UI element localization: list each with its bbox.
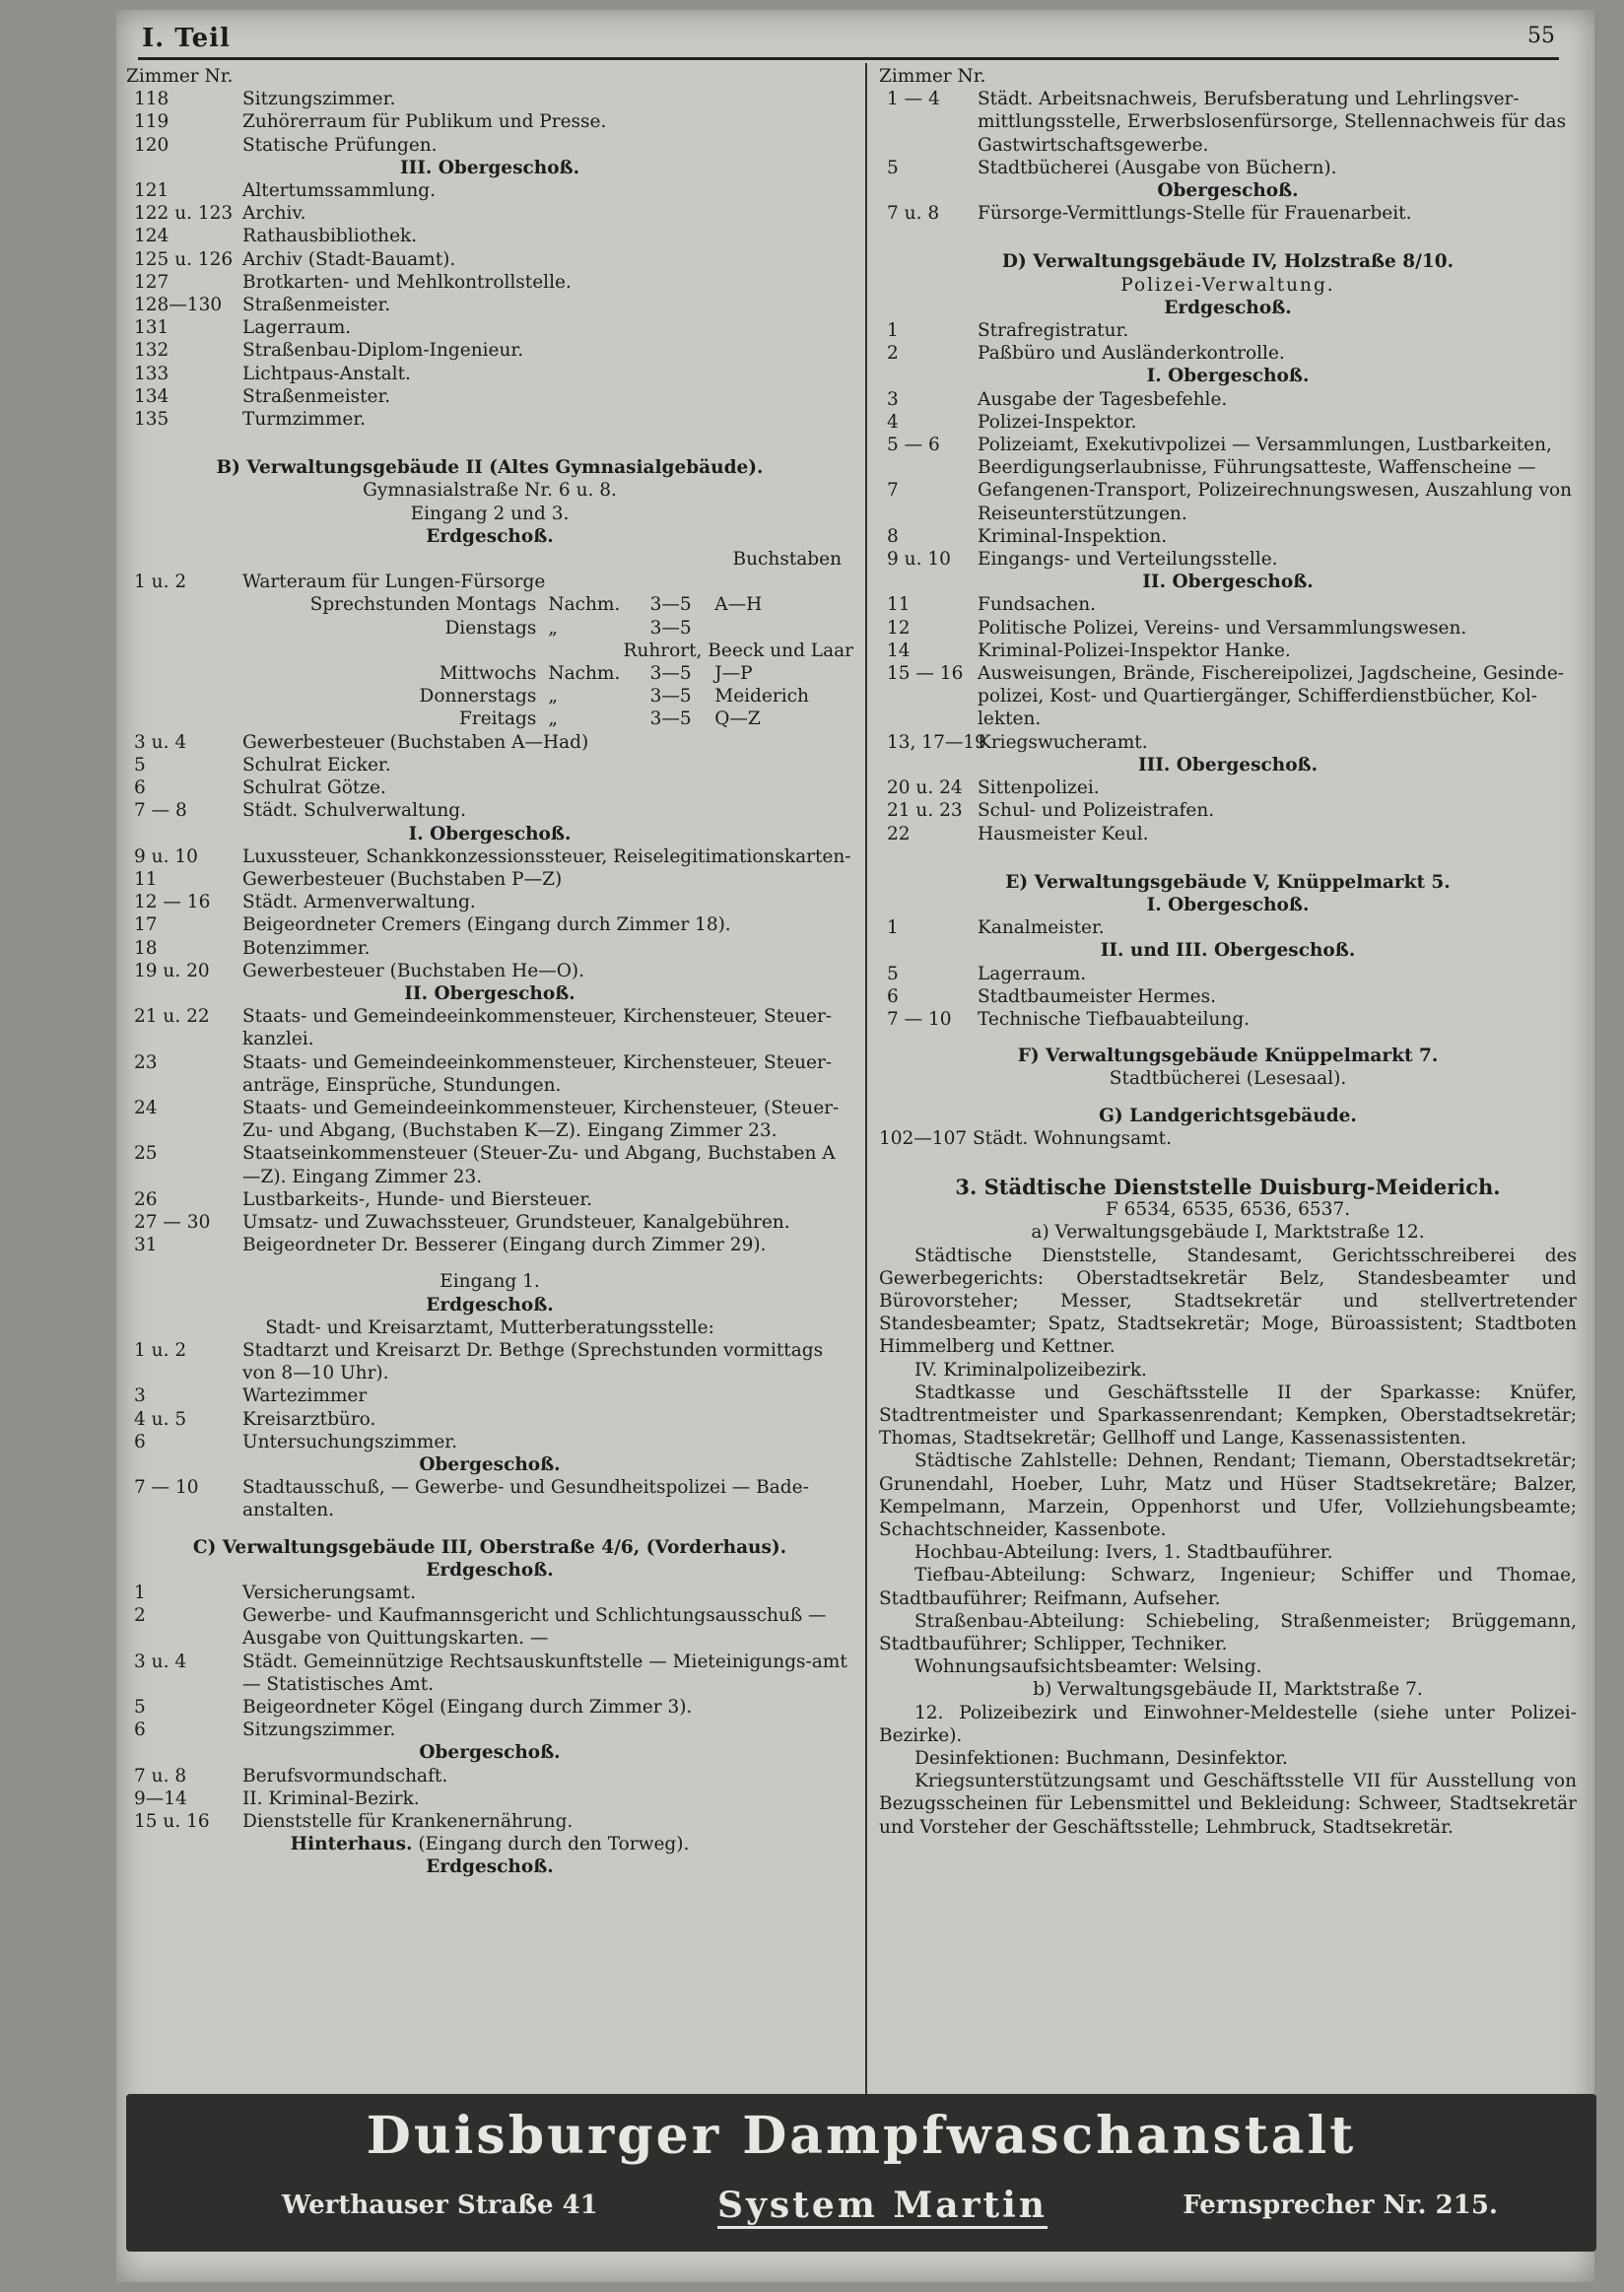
room-number: 31 [134,1235,158,1256]
zimmer-heading: Zimmer Nr. [879,66,986,87]
list-item [126,891,853,913]
list-item [879,342,1577,365]
list-item [126,134,853,157]
room-description: Lagerraum. [978,963,1087,984]
room-number: 12 [887,617,911,639]
floor-heading: III. Obergeschoß. [399,157,580,178]
room-number: 135 [134,409,169,431]
paragraph: Straßenbau-Abteilung: Schiebeling, Straßenmeister; Brüggemann, Stadtbauführer; Schlipper, Techniker. [879,1610,1577,1654]
room-number: 15 — 16 [887,663,964,685]
list-item [879,823,1577,845]
paragraph: Kriegsunterstützungsamt und Geschäftsstelle VII für Ausstellung von Bezugsscheinen für Lebensmittel und Bekleidung: Schweer, Stadtsekretär und Vorsteher der Geschäftsstelle; Lehmbruck, Stadtsekretär. [879,1771,1577,1838]
schedule-cell: 3—5 [649,708,692,730]
room-description: Umsatz- und Zuwachssteuer, Grundsteuer, Kanalgebühren. [242,1211,790,1233]
room-description: Kriminal-Polizei-Inspektor Hanke. [978,640,1291,661]
room-description: Altertumssammlung. [242,180,436,202]
list-item [126,225,853,247]
paragraph: IV. Kriminalpolizeibezirk. [914,1359,1147,1381]
room-number: 119 [134,111,169,133]
room-description: Polizeiamt, Exekutivpolizei — Versammlungen, Lustbarkeiten, Beerdigungserlaubnisse, Führungsatteste, Waffenscheine — [978,435,1552,479]
room-number: 133 [134,363,169,384]
list-item [879,662,1577,731]
room-number: 7 — 10 [887,1008,952,1030]
room-description: Turmzimmer. [242,409,367,431]
list-item [879,434,1577,479]
schedule-row [126,617,853,640]
room-number: 14 [887,640,911,661]
room-description: Beigeordneter Cremers (Eingang durch Zimmer 18). [242,914,731,936]
schedule-row [126,662,853,685]
list-item [879,88,1577,157]
list-item [879,479,1577,524]
room-number: 26 [134,1188,158,1210]
room-number: 20 u. 24 [887,777,963,799]
advertisement-banner [126,2094,1596,2252]
room-description: Paßbüro und Ausländerkontrolle. [978,343,1285,365]
room-description: Schulrat Eicker. [242,754,391,775]
room-description: Untersuchungszimmer. [242,1431,457,1452]
list-item [879,411,1577,434]
room-description: Städt. Armenverwaltung. [242,892,476,913]
schedule-row [126,708,853,730]
room-description: Straßenmeister. [242,385,391,407]
floor-heading: I. Obergeschoß. [1146,894,1310,915]
paragraph: Stadtkasse und Geschäftsstelle II der Sparkasse: Knüfer, Stadtrentmeister und Sparkassenrendant; Kempken, Oberstadtsekretär; Thomas, Stadtsekretär; Gellhoff und Lange, Kassenassistenten. [879,1382,1577,1449]
room-number: 120 [134,134,169,156]
schedule-cell: Freitags [459,708,537,730]
list-item [126,776,853,799]
room-number: 23 [134,1051,158,1073]
schedule-cell: 3—5 [649,617,692,639]
room-description: Kriegswucheramt. [978,731,1148,753]
room-description: Fürsorge-Vermittlungs-Stelle für Frauenarbeit. [978,203,1412,225]
list-item [126,1787,853,1810]
schedule-cell: 3—5 [649,686,692,708]
list-item [126,1651,853,1696]
paragraph-group [879,1702,1577,1839]
list-item [126,363,853,385]
room-number: 134 [134,385,169,407]
room-number: 1 [887,320,899,342]
list-item [126,1476,853,1521]
room-description: Städt. Arbeitsnachweis, Berufsberatung und Lehrlingsver-mittlungsstelle, Erwerbslosenfürsorge, Stellennachweis für das Gastwirtschaftsgewerbe. [978,89,1567,156]
list-item [126,1810,853,1833]
floor-heading: I. Obergeschoß. [1146,366,1310,387]
list-item [126,1719,853,1741]
floor-heading: Obergeschoß. [1157,180,1299,202]
list-item [126,385,853,408]
room-description: Technische Tiefbauabteilung. [978,1008,1251,1030]
list-item [126,1431,853,1453]
room-description: Beigeordneter Kögel (Eingang durch Zimmer 3). [242,1697,693,1719]
page-header [138,22,1559,60]
room-description: Staatseinkommensteuer (Steuer-Zu- und Abgang, Buchstaben A—Z). Eingang Zimmer 23. [242,1143,836,1187]
building-title: F) Verwaltungsgebäude Knüppelmarkt 7. [1017,1045,1439,1067]
room-description: Gefangenen-Transport, Polizeirechnungswesen, Auszahlung von Reiseunterstützungen. [978,480,1573,524]
room-description: Staats- und Gemeindeeinkommensteuer, Kirchensteuer, Steuer-kanzlei. [242,1006,833,1050]
room-description: Versicherungsamt. [242,1583,416,1603]
list-item [126,88,853,110]
room-number: 5 [134,1697,146,1719]
list-item [126,202,853,225]
room-description: Archiv (Stadt-Bauamt). [242,248,456,270]
room-number: 15 u. 16 [134,1811,210,1833]
list-item [126,1384,853,1407]
list-item [879,731,1577,754]
paragraph: 12. Polizeibezirk und Einwohner-Meldestelle (siehe unter Polizei-Bezirke). [879,1702,1577,1746]
entrance-heading: Eingang 1. [440,1271,540,1293]
list-item [126,1339,853,1384]
room-description: Zuhörerraum für Publikum und Presse. [242,111,607,133]
list-item [126,316,853,339]
list-item [126,1211,853,1234]
schedule-row [126,685,853,708]
list-item [126,1142,853,1187]
room-number: 125 u. 126 [134,248,234,270]
paragraph-group [879,1245,1577,1679]
room-number: 5 [134,754,146,775]
room-description: Statische Prüfungen. [242,134,438,156]
hinterhaus-line [126,1833,853,1855]
room-description: Strafregistratur. [978,320,1129,342]
floor-heading: Obergeschoß. [419,1742,561,1764]
schedule-cell: 3—5 [649,663,692,685]
room-description: Straßenmeister. [242,295,391,316]
room-number: 21 u. 23 [887,800,963,822]
list-item [126,754,853,776]
list-item [126,1234,853,1256]
list-item [126,845,853,868]
room-description: Kriminal-Inspektion. [978,525,1168,547]
room-number: 9 u. 10 [134,845,198,867]
list-item [126,1188,853,1211]
room-number: 13, 17—19 [887,731,986,753]
room-number: 124 [134,226,169,247]
list-item [126,731,853,754]
room-description: Kreisarztbüro. [242,1408,376,1430]
room-number: 24 [134,1097,158,1118]
building-title: E) Verwaltungsgebäude V, Knüppelmarkt 5. [1005,871,1451,893]
room-description: Gewerbe- und Kaufmannsgericht und Schlichtungsausschuß — Ausgabe von Quittungskarten. — [242,1605,827,1650]
list-item [879,799,1577,822]
office-heading: Stadt- und Kreisarztamt, Mutterberatungsstelle: [265,1316,714,1338]
room-description: Straßenbau-Diplom-Ingenieur. [242,340,524,362]
room-number: 3 u. 4 [134,731,187,753]
room-number: 132 [134,340,169,362]
room-description: Lichtpaus-Anstalt. [242,363,411,384]
floor-heading: Erdgeschoß. [426,1294,554,1315]
list-item [879,388,1577,411]
room-number: 12 — 16 [134,892,211,913]
list-item [879,202,1577,225]
list-item [126,1097,853,1142]
list-item [126,1696,853,1719]
column-divider [865,63,867,2103]
room-number: 5 [887,963,899,984]
room-description: Staats- und Gemeindeeinkommensteuer, Kirchensteuer, (Steuer-Zu- und Abgang, (Buchstaben K—Z). Eingang Zimmer 23. [242,1097,840,1142]
schedule-cell: Dienstags [444,617,537,639]
floor-heading: II. Obergeschoß. [404,982,575,1004]
list-item [126,1604,853,1650]
room-number: 3 u. 4 [134,1651,187,1672]
room-description: Wartezimmer [242,1385,368,1407]
room-description: Lagerraum. [242,317,352,339]
room-number: 5 — 6 [887,435,940,456]
schedule-cell: „ [548,708,558,730]
room-number: 27 — 30 [134,1211,211,1233]
room-description: Botenzimmer. [242,937,371,959]
list-item [126,1765,853,1787]
list-item [126,294,853,316]
list-item [126,110,853,133]
schedule-table [126,593,853,730]
room-number: 21 u. 22 [134,1006,210,1028]
list-item [126,339,853,362]
right-column [879,65,1577,1839]
floor-heading: II. Obergeschoß. [1142,572,1314,593]
building-title: B) Verwaltungsgebäude II (Altes Gymnasialgebäude). [216,457,764,479]
schedule-cell: Nachm. [548,663,621,685]
schedule-cell: Meiderich [714,686,809,708]
building-title: D) Verwaltungsgebäude IV, Holzstraße 8/10. [1001,251,1455,273]
list-item [879,593,1577,616]
list-item [879,525,1577,548]
list-item [126,937,853,960]
list-item [126,1005,853,1050]
room-number: 118 [134,89,169,110]
list-item [879,640,1577,662]
list-item [879,776,1577,799]
room-description: Städt. Gemeinnützige Rechtsauskunftstelle — Mieteinigungs-amt — Statistisches Amt. [242,1651,847,1695]
room-number: 131 [134,317,169,339]
room-description: Schul- und Polizeistrafen. [978,800,1215,822]
floor-heading: Erdgeschoß. [426,525,554,547]
room-description: Ausweisungen, Brände, Fischereipolizei, Jagdscheine, Gesinde-polizei, Kost- und Quartiergänger, Schifferdienstbücher, Kol-lekten. [978,663,1565,730]
room-description: Sittenpolizei. [978,777,1100,799]
ad-system: System Martin [717,2185,1048,2229]
schedule-cell: 3—5 [649,594,692,616]
room-description: Luxussteuer, Schankkonzessionssteuer, Reiselegitimationskarten- [242,845,851,867]
floor-heading: II. und III. Obergeschoß. [1100,940,1356,962]
ad-phone: Fernsprecher Nr. 215. [1183,2191,1498,2220]
building-title: a) Verwaltungsgebäude I, Marktstraße 12. [1031,1222,1425,1244]
paragraph: Hochbau-Abteilung: Ivers, 1. Stadtbauführer. [914,1542,1333,1564]
room-description: Brotkarten- und Mehlkontrollstelle. [242,271,572,293]
list-item [126,799,853,822]
hinterhaus-label: Hinterhaus. [290,1834,413,1855]
room-description: Ausgabe der Tagesbefehle. [978,388,1228,410]
building-entrance: Eingang 2 und 3. [410,503,570,524]
ad-company-name: Duisburger Dampfwaschanstalt [366,2106,1357,2166]
room-number: 22 [887,823,911,844]
room-description: Rathausbibliothek. [242,226,418,247]
list-item [126,1408,853,1431]
page-number: 55 [1527,24,1555,48]
room-description: Fundsachen. [978,594,1097,616]
room-number: 8 [887,525,899,547]
room-description: Kanalmeister. [978,917,1105,939]
list-item [879,985,1577,1008]
schedule-cell: „ [548,617,558,639]
room-number: 2 [887,343,899,365]
room-description: Lustbarkeits-, Hunde- und Biersteuer. [242,1188,593,1210]
schedule-cell: J—P [714,663,753,685]
room-description: Beigeordneter Dr. Besserer (Eingang durch Zimmer 29). [242,1235,767,1256]
list-item [126,179,853,202]
room-number: 7 — 10 [134,1477,199,1499]
building-address: Gymnasialstraße Nr. 6 u. 8. [363,480,617,502]
room-description: Dienststelle für Krankenernährung. [242,1811,574,1833]
room-description: Sitzungszimmer. [242,1719,396,1741]
floor-heading: Erdgeschoß. [426,1856,554,1878]
room-description: Eingangs- und Verteilungsstelle. [978,549,1278,571]
schedule-cell: A—H [714,594,763,616]
room-number: 6 [134,1719,146,1741]
ad-address: Werthauser Straße 41 [282,2191,598,2220]
schedule-cell: Q—Z [714,708,761,730]
list-item [879,1008,1577,1031]
room-number: 1 u. 2 [134,572,187,593]
room-number: 3 [134,1385,146,1407]
list-item [126,913,853,936]
list-item: 102—107 Städt. Wohnungsamt. [879,1127,1172,1149]
schedule-cell [714,617,853,640]
room-number: 4 u. 5 [134,1408,187,1430]
list-item [879,916,1577,939]
floor-heading: Erdgeschoß. [1164,297,1292,318]
list-item [879,157,1577,179]
zimmer-heading: Zimmer Nr. [126,66,234,87]
list-item [126,408,853,431]
room-number: 7 u. 8 [134,1765,187,1786]
list-item [879,617,1577,640]
room-number: 1 [134,1583,146,1603]
room-number: 121 [134,180,169,202]
room-description: Berufsvormundschaft. [242,1765,448,1786]
floor-heading: III. Obergeschoß. [1137,754,1319,775]
list-item [126,868,853,891]
room-number: 5 [887,157,899,178]
room-description: Stadtbaumeister Hermes. [978,985,1216,1007]
list-item [126,271,853,294]
paragraph: Tiefbau-Abteilung: Schwarz, Ingenieur; Schiffer und Thomae, Stadtbauführer; Reifmann, Aufseher. [879,1565,1577,1609]
part-title: I. Teil [142,24,231,53]
schedule-cell: Nachm. [548,594,621,616]
paragraph: Wohnungsaufsichtsbeamter: Welsing. [914,1656,1262,1678]
list-item [126,571,853,593]
paragraph: Städtische Zahlstelle: Dehnen, Rendant; Tiemann, Oberstadtsekretär; Grunendahl, Hoeber, Luhr, Matz und Hüser Stadtsekretäre; Balzer, Kempelmann, Marzein, Oppenhorst und Ufer, Vollziehungsbeamte; Schachtschneider, Kassenbote. [879,1450,1577,1540]
room-number: 127 [134,271,169,293]
room-number: 7 [887,480,899,502]
room-number: 7 — 8 [134,800,187,822]
room-number: 9 u. 10 [887,549,951,571]
room-number: 19 u. 20 [134,960,210,981]
room-number: 128—130 [134,295,223,316]
schedule-cell: Donnerstags [419,686,537,708]
room-description: Schulrat Götze. [242,777,386,799]
schedule-cell: Sprechstunden Montags [309,594,537,616]
room-number: 7 u. 8 [887,203,940,225]
room-number: 4 [887,411,899,433]
room-number: 25 [134,1143,158,1165]
floor-heading: Obergeschoß. [419,1453,561,1475]
room-description: Gewerbesteuer (Buchstaben P—Z) [242,868,563,890]
schedule-cell: Ruhrort, Beeck und Laar [623,640,853,661]
list-item [126,1582,853,1604]
floor-heading: Erdgeschoß. [426,1559,554,1581]
list-item [879,963,1577,985]
room-number: 6 [887,985,899,1007]
list-item [126,248,853,271]
schedule-row [126,640,853,662]
room-description: Politische Polizei, Vereins- und Versammlungswesen. [978,617,1467,639]
building-title: G) Landgerichtsgebäude. [1099,1105,1357,1126]
paragraph: Städtische Dienststelle, Standesamt, Gerichtsschreiberei des Gewerbegerichts: Oberstadtsekretär Belz, Standesbeamter und Bürovorsteher; Messer, Stadtsekretär und stellvertretender Standesbeamter; Spatz, Stadtsekretär; Moge, Büroassistent; Stadtboten Himmelberg und Kettner. [879,1245,1577,1358]
column-label: Buchstaben [732,549,842,571]
room-number: 1 — 4 [887,89,940,110]
room-number: 11 [887,594,911,616]
section-phone: F 6534, 6535, 6536, 6537. [1105,1199,1351,1221]
room-description: Archiv. [242,203,306,225]
room-description: Polizei-Inspektor. [978,411,1137,433]
floor-heading: I. Obergeschoß. [408,823,572,844]
list-item [126,1051,853,1097]
left-column [126,65,853,1879]
room-number: 3 [887,388,899,410]
list-item [879,319,1577,342]
room-number: 17 [134,914,158,936]
room-number: 18 [134,937,158,959]
section-title: 3. Städtische Dienststelle Duisburg-Meiderich. [955,1174,1501,1199]
room-description: Stadtausschuß, — Gewerbe- und Gesundheitspolizei — Bade-anstalten. [242,1477,809,1521]
building-subtitle: Stadtbücherei (Lesesaal). [1109,1068,1347,1090]
building-title: C) Verwaltungsgebäude III, Oberstraße 4/6, (Vorderhaus). [192,1536,787,1558]
room-number: 6 [134,1431,146,1452]
room-description: Stadtbücherei (Ausgabe von Büchern). [978,157,1337,178]
room-number: 11 [134,868,158,890]
schedule-cell: „ [548,686,558,708]
schedule-row [126,593,853,616]
room-number: 2 [134,1605,146,1627]
schedule-cell: Mittwochs [439,663,537,685]
room-number: 1 [887,917,899,939]
room-description: Warteraum für Lungen-Fürsorge [242,572,546,593]
room-description: II. Kriminal-Bezirk. [242,1787,420,1809]
room-number: 6 [134,777,146,799]
room-number: 122 u. 123 [134,203,234,225]
room-number: 9—14 [134,1787,187,1809]
hinterhaus-note: (Eingang durch den Torweg). [418,1834,690,1855]
building-title: b) Verwaltungsgebäude II, Marktstraße 7. [1033,1679,1423,1701]
paragraph: Desinfektionen: Buchmann, Desinfektor. [914,1748,1288,1770]
building-subtitle: Polizei-Verwaltung. [1120,274,1335,296]
list-item [879,548,1577,571]
room-description: Stadtarzt und Kreisarzt Dr. Bethge (Sprechstunden vormittags von 8—10 Uhr). [242,1339,824,1384]
room-description: Gewerbesteuer (Buchstaben A—Had) [242,731,589,753]
list-item [126,960,853,982]
room-description: Sitzungszimmer. [242,89,396,110]
room-description: Staats- und Gemeindeeinkommensteuer, Kirchensteuer, Steuer-anträge, Einsprüche, Stundungen. [242,1051,833,1096]
room-description: Städt. Schulverwaltung. [242,800,466,822]
room-number: 1 u. 2 [134,1339,187,1361]
room-description: Hausmeister Keul. [978,823,1149,844]
room-description: Gewerbesteuer (Buchstaben He—O). [242,960,585,981]
